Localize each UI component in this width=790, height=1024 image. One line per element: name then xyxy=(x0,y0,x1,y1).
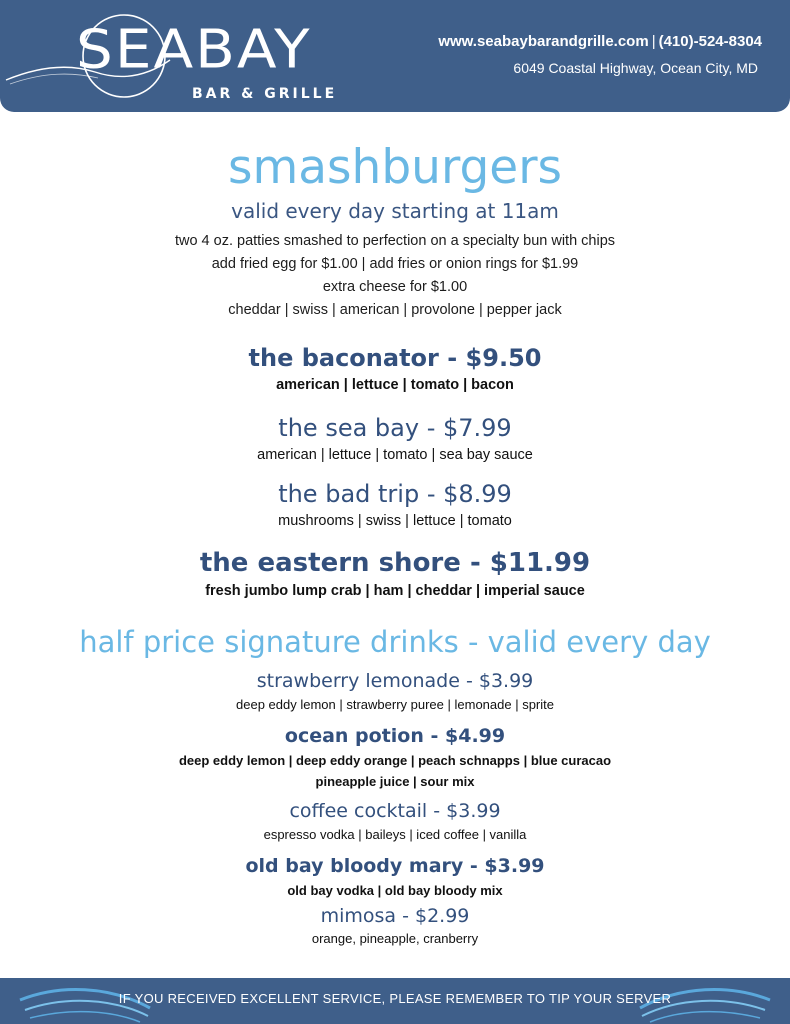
drink-name xyxy=(0,853,790,880)
drink-ingredients: old bay vodka | old bay bloody mix xyxy=(287,883,503,898)
burger-name: the eastern shore - $11.99 xyxy=(199,548,591,578)
drink-name: strawberry lemonade - $3.99 xyxy=(256,670,534,692)
burger-name: the baconator - $9.50 xyxy=(248,344,542,372)
drink-name: coffee cocktail - $3.99 xyxy=(289,800,501,822)
website-link[interactable]: www.seabaybarandgrille.com xyxy=(438,33,649,50)
drink-name-main: ocean potion xyxy=(284,725,424,747)
contact-line xyxy=(438,33,762,50)
burger-ingredients: american | lettuce | tomato | bacon xyxy=(276,377,514,393)
burger-name: the bad trip - $8.99 xyxy=(278,480,512,508)
contact-separator: | xyxy=(651,33,656,50)
drink-name xyxy=(0,723,790,750)
drink-ingredients: orange, pineapple, cranberry xyxy=(311,931,479,946)
burger-description: two 4 oz. patties smashed to perfection on a specialty bun with chips xyxy=(174,233,616,249)
brand-logo-text: SEABAY xyxy=(76,17,312,81)
drink-ingredients: deep eddy lemon | deep eddy orange | peach schnapps | blue curacao xyxy=(178,753,612,768)
smashburgers-heading: smashburgers xyxy=(227,140,563,195)
drink-name-main: old bay bloody mary xyxy=(245,855,464,877)
burger-ingredients: fresh jumbo lump crab | ham | cheddar | imperial sauce xyxy=(205,583,585,599)
tip-message: IF YOU RECEIVED EXCELLENT SERVICE, PLEASE REMEMBER TO TIP YOUR SERVER xyxy=(118,991,672,1006)
drink-ingredients: deep eddy lemon | strawberry puree | lemonade | sprite xyxy=(236,697,554,712)
smashburgers-subtitle: valid every day starting at 11am xyxy=(231,199,559,223)
phone-number[interactable]: (410)-524-8304 xyxy=(658,33,762,50)
burger-extra-cheese: extra cheese for $1.00 xyxy=(322,279,468,295)
brand-subtitle: BAR & GRILLE xyxy=(192,86,338,102)
menu-content xyxy=(0,140,790,949)
burger-name: the sea bay - $7.99 xyxy=(278,414,512,442)
burger-addons: add fried egg for $1.00 | add fries or onion rings for $1.99 xyxy=(211,256,579,272)
drink-name: mimosa - $2.99 xyxy=(320,905,470,927)
header-banner xyxy=(0,0,790,112)
drink-price: - $3.99 xyxy=(463,855,545,877)
burger-ingredients: american | lettuce | tomato | sea bay sauce xyxy=(257,447,533,463)
drink-ingredients: pineapple juice | sour mix xyxy=(315,774,475,789)
address-text: 6049 Coastal Highway, Ocean City, MD xyxy=(513,60,758,76)
drink-price: - $4.99 xyxy=(423,725,506,747)
burger-ingredients: mushrooms | swiss | lettuce | tomato xyxy=(278,513,512,529)
cheese-options: cheddar | swiss | american | provolone | pepper jack xyxy=(228,302,562,318)
footer-banner xyxy=(0,978,790,1024)
drinks-heading: half price signature drinks - valid every day xyxy=(79,625,711,659)
drink-ingredients: espresso vodka | baileys | iced coffee | vanilla xyxy=(263,827,527,842)
